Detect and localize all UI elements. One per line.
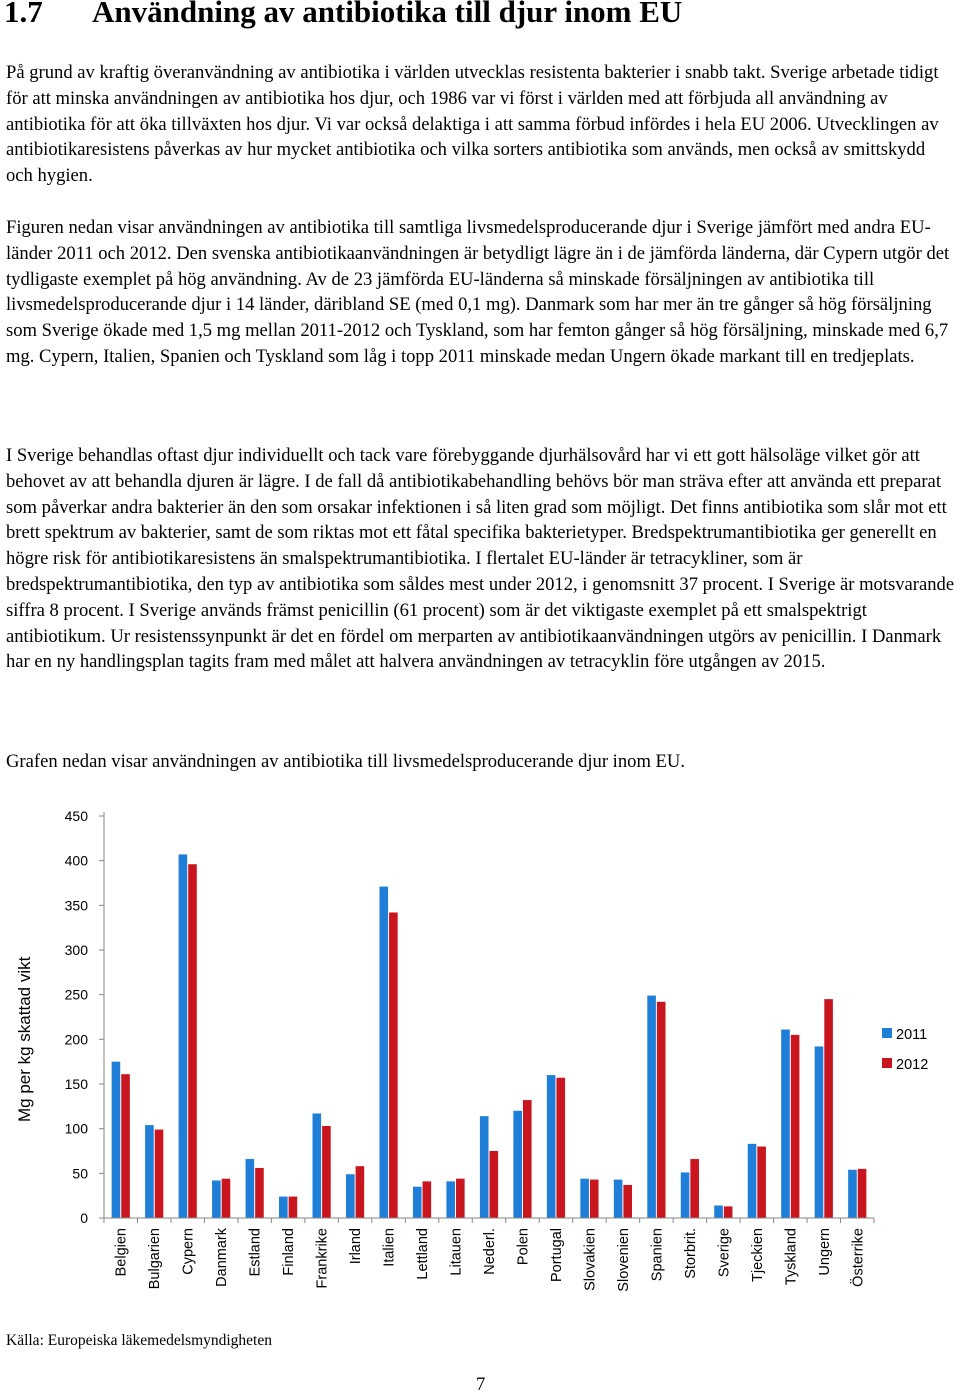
x-category-label: Danmark bbox=[214, 1228, 231, 1287]
bar-2012-portugal bbox=[556, 1078, 565, 1218]
bar-2011-slovakien bbox=[580, 1179, 589, 1218]
legend-swatch-2012 bbox=[882, 1058, 892, 1068]
x-category-label: Ungern bbox=[816, 1228, 833, 1276]
y-tick-label: 200 bbox=[64, 1031, 88, 1048]
bar-2012-nederl bbox=[490, 1151, 499, 1218]
x-category-label: Lettland bbox=[415, 1228, 432, 1280]
bar-2012-ungern bbox=[824, 999, 833, 1218]
bar-2012-finland bbox=[289, 1197, 298, 1218]
y-axis-title: Mg per kg skattad vikt bbox=[15, 956, 34, 1123]
y-tick-label: 50 bbox=[72, 1165, 88, 1182]
bar-2012-storbrit bbox=[690, 1159, 699, 1218]
legend-label-2012: 2012 bbox=[896, 1057, 929, 1073]
bar-2011-bulgarien bbox=[145, 1125, 154, 1218]
bar-2012-irland bbox=[356, 1166, 365, 1218]
bar-2012-frankrike bbox=[322, 1126, 331, 1218]
bar-2011-polen bbox=[513, 1111, 522, 1218]
x-category-label: Estland bbox=[247, 1228, 264, 1277]
bar-2012-danmark bbox=[222, 1179, 231, 1218]
bar-2011-belgien bbox=[112, 1062, 121, 1218]
y-tick-label: 250 bbox=[64, 986, 88, 1003]
section-number: 1.7 bbox=[4, 0, 43, 29]
bar-2012-cypern bbox=[188, 864, 197, 1218]
x-category-label: Slovakien bbox=[582, 1228, 599, 1291]
bar-2011-storbrit bbox=[681, 1172, 690, 1218]
section-title: Användning av antibiotika till djur inom EU bbox=[92, 0, 683, 29]
y-tick-label: 150 bbox=[64, 1076, 88, 1092]
x-category-label: Spanien bbox=[649, 1228, 666, 1282]
paragraph-treatment: I Sverige behandlas oftast djur individuellt och tack vare förebyggande djurhälsovård har vi ett gott hälsoläge vilket gör att behovet av att behandla djuren är lägre. I de fall då antibiotikabehandling behövs bör man sträva efter att använda ett preparat som påverkar andra bakterier än den som orsakar infektionen i så liten grad som möjligt. Det finns antibiotika som slår mot ett brett spektrum av bakterier, samt de som riktas mot ett fåtal specifika bakterietyper. Bredspektrumantibiotika ger generellt en högre risk för antibiotikaresistens än smalspektrumantibiotika. I flertalet EU-länder är tetracykliner, som är bredspektrumantibiotika, den typ av antibiotika som såldes mest under 2012, i genomsnitt 37 procent. I Sverige är motsvarande siffra 8 procent. I Sverige används främst penicillin (61 procent) som är det viktigaste exemplet på ett smalspektrigt antibiotikum. Ur resistenssynpunkt är det en fördel om merparten av antibiotikaanvändningen utgörs av penicillin. I Danmark har en ny handlingsplan tagits fram med målet att halvera användningen av tetracyklin före utgången av 2015. bbox=[6, 445, 955, 673]
legend-label-2011: 2011 bbox=[896, 1027, 928, 1043]
x-category-label: Litauen bbox=[448, 1228, 465, 1276]
bar-2011-spanien bbox=[647, 996, 656, 1218]
bar-2011-frankrike bbox=[313, 1113, 322, 1218]
x-category-label: Frankrike bbox=[314, 1228, 331, 1289]
bar-2012-sverige bbox=[724, 1206, 733, 1218]
x-category-label: Österrike bbox=[850, 1228, 867, 1287]
bar-2011-finland bbox=[279, 1197, 288, 1218]
bar-2011-slovenien bbox=[614, 1180, 623, 1218]
bar-2012-österrike bbox=[858, 1169, 867, 1218]
x-category-label: Tyskland bbox=[783, 1228, 800, 1286]
bar-2011-italien bbox=[379, 887, 388, 1218]
bar-2011-tyskland bbox=[781, 1030, 790, 1218]
bar-2011-nederl bbox=[480, 1116, 489, 1218]
x-category-label: Finland bbox=[281, 1228, 298, 1276]
bar-2011-irland bbox=[346, 1174, 355, 1218]
bar-2011-estland bbox=[246, 1159, 255, 1218]
x-category-label: Portugal bbox=[548, 1228, 565, 1283]
x-category-label: Italien bbox=[381, 1228, 398, 1267]
y-tick-label: 100 bbox=[64, 1120, 88, 1137]
paragraph-figure-description: Figuren nedan visar användningen av antibiotika till samtliga livsmedelsproducerande djur i Sverige jämfört med andra EU-länder 2011 och 2012. Den svenska antibiotikaanvändningen är betydligt lägre än i de jämförda länderna, där Cypern utgör det tydligaste exemplet på hög användning. Av de 23 jämförda EU-länderna så minskade försäljningen av antibiotika till livsmedelsproducerande djur i 14 länder, däribland SE (med 0,1 mg). Danmark som har mer än tre gånger så hög försäljning som Sverige ökade med 1,5 mg mellan 2011-2012 och Tyskland, som har femton gånger så hög försäljning, minskade med 6,7 mg. Cypern, Italien, Spanien och Tyskland som låg i topp 2011 minskade medan Ungern ökade markant till en tredjeplats. bbox=[6, 217, 950, 367]
bar-2012-belgien bbox=[121, 1074, 130, 1218]
bar-2012-litauen bbox=[456, 1179, 465, 1218]
bar-2012-spanien bbox=[657, 1002, 666, 1218]
x-category-label: Nederl. bbox=[482, 1228, 498, 1275]
x-category-label: Sverige bbox=[716, 1228, 733, 1278]
bar-2011-lettland bbox=[413, 1187, 422, 1218]
bar-2012-estland bbox=[255, 1168, 264, 1218]
bar-2011-litauen bbox=[446, 1181, 455, 1218]
bar-2012-slovenien bbox=[623, 1185, 632, 1218]
bar-2012-bulgarien bbox=[155, 1130, 164, 1218]
page-number: 7 bbox=[476, 1374, 486, 1395]
x-category-label: Belgien bbox=[113, 1228, 130, 1277]
legend-swatch-2011 bbox=[882, 1028, 892, 1038]
bar-2011-österrike bbox=[848, 1170, 857, 1218]
antibiotic-usage-chart bbox=[0, 790, 960, 1320]
bar-2012-slovakien bbox=[590, 1180, 599, 1218]
y-tick-label: 300 bbox=[64, 942, 88, 958]
y-tick-label: 0 bbox=[80, 1210, 88, 1226]
x-category-label: Slovenien bbox=[615, 1228, 632, 1292]
x-category-label: Cypern bbox=[180, 1228, 197, 1275]
bar-2011-danmark bbox=[212, 1180, 221, 1218]
source-note: Källa: Europeiska läkemedelsmyndigheten bbox=[6, 1332, 272, 1349]
bar-2012-tyskland bbox=[791, 1035, 800, 1218]
x-category-label: Tjeckien bbox=[749, 1228, 766, 1282]
bar-2012-lettland bbox=[423, 1181, 432, 1218]
paragraph-graph-intro: Grafen nedan visar användningen av antibiotika till livsmedelsproducerande djur inom EU. bbox=[6, 751, 685, 772]
bar-2011-cypern bbox=[179, 854, 188, 1218]
bar-2012-italien bbox=[389, 912, 398, 1218]
x-category-label: Bulgarien bbox=[147, 1228, 164, 1290]
bar-2011-ungern bbox=[815, 1046, 824, 1218]
bar-2011-sverige bbox=[714, 1205, 723, 1218]
y-tick-label: 350 bbox=[64, 897, 88, 914]
section-heading bbox=[4, 0, 682, 30]
y-tick-label: 400 bbox=[64, 852, 88, 869]
bar-2011-portugal bbox=[547, 1075, 556, 1218]
bar-2011-tjeckien bbox=[748, 1144, 757, 1218]
bar-2012-polen bbox=[523, 1100, 532, 1218]
bar-2012-tjeckien bbox=[757, 1147, 766, 1218]
x-category-label: Polen bbox=[515, 1228, 532, 1266]
paragraph-intro: På grund av kraftig överanvändning av antibiotika i världen utvecklas resistenta bakterier i snabb takt. Sverige arbetade tidigt för att minska användningen av antibiotika hos djur, och 1986 var vi först i världen med att förbjuda all användning av antibiotika för att öka tillväxten hos djur. Vi var också delaktiga i att samma förbud infördes i hela EU 2006. Utvecklingen av antibiotikaresistens påverkas av hur mycket antibiotika och vilka sorters antibiotika som används, men också av smittskydd och hygien. bbox=[6, 62, 939, 187]
y-tick-label: 450 bbox=[64, 808, 88, 824]
x-category-label: Irland bbox=[348, 1228, 365, 1265]
x-category-label: Storbrit. bbox=[682, 1228, 699, 1279]
